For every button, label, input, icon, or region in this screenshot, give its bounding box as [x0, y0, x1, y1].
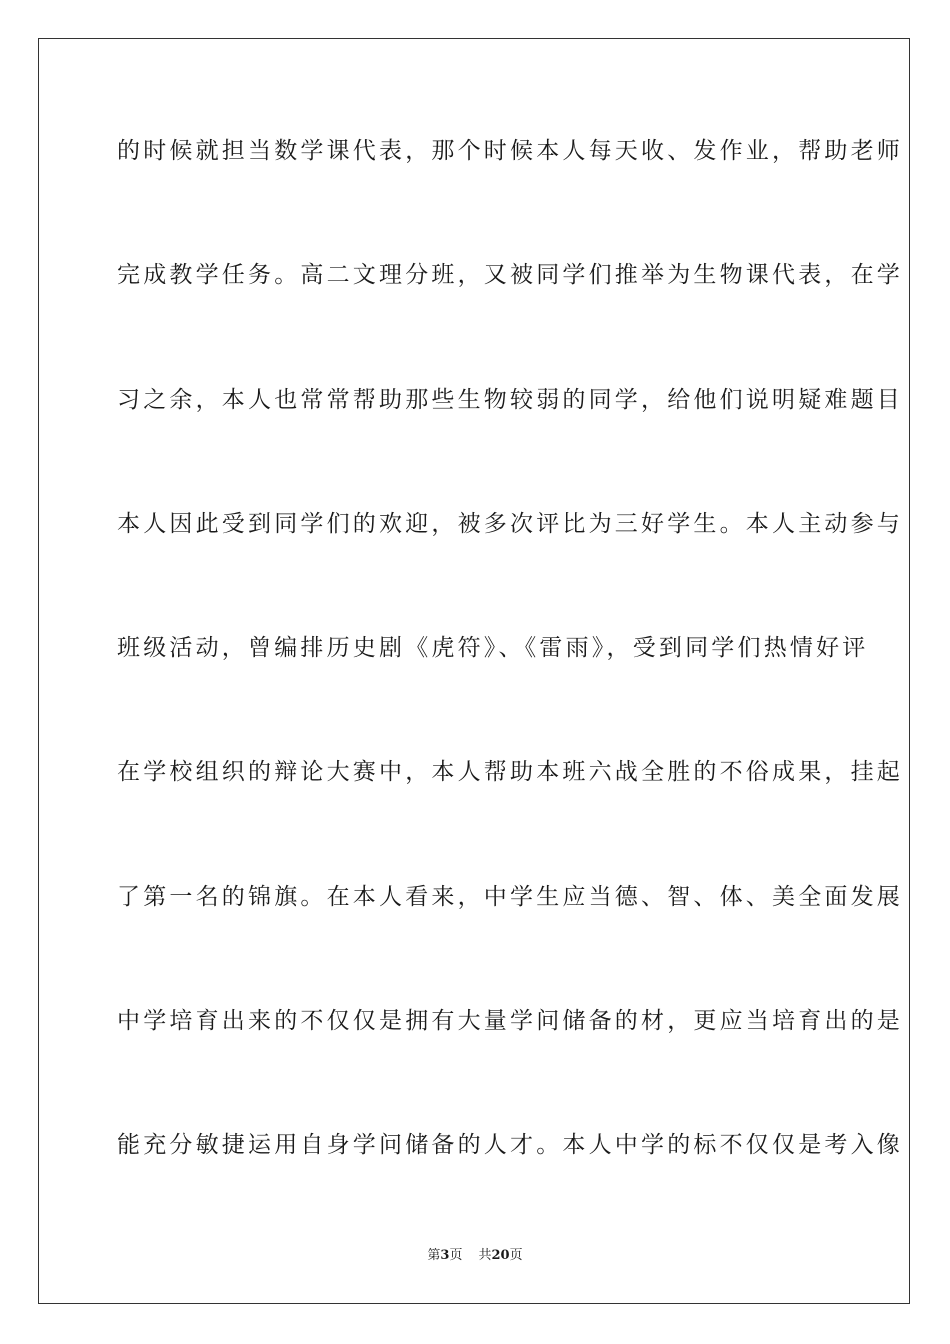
total-suffix: 页 — [509, 1248, 523, 1263]
text-line: 完成教学任务。高二文理分班，又被同学们推举为生物课代表，在学 — [117, 262, 903, 289]
text-line: 习之余，本人也常常帮助那些生物较弱的同学，给他们说明疑难题目 — [117, 386, 903, 413]
text-line: 在学校组织的辩论大赛中，本人帮助本班六战全胜的不俗成果，挂起 — [117, 759, 903, 786]
total-prefix: 共 — [478, 1248, 492, 1263]
text-line: 中学培育出来的不仅仅是拥有大量学问储备的材，更应当培育出的是 — [117, 1008, 903, 1035]
page-footer — [0, 1247, 950, 1265]
text-line: 本人因此受到同学们的欢迎，被多次评比为三好学生。本人主动参与 — [117, 510, 903, 537]
total-pages: 20 — [491, 1248, 510, 1263]
page-number: 3 — [440, 1248, 450, 1263]
text-line: 了第一名的锦旗。在本人看来，中学生应当德、智、体、美全面发展 — [117, 883, 903, 910]
text-line: 的时候就担当数学课代表，那个时候本人每天收、发作业，帮助老师 — [117, 138, 903, 164]
body-text — [117, 131, 903, 1250]
page-suffix: 页 — [449, 1248, 463, 1263]
page-prefix: 第 — [427, 1248, 441, 1263]
text-line: 班级活动，曾编排历史剧《虎符》、《雷雨》，受到同学们热情好评 — [117, 635, 869, 662]
text-line: 能充分敏捷运用自身学问储备的人才。本人中学的标不仅仅是考入像 — [117, 1132, 903, 1159]
